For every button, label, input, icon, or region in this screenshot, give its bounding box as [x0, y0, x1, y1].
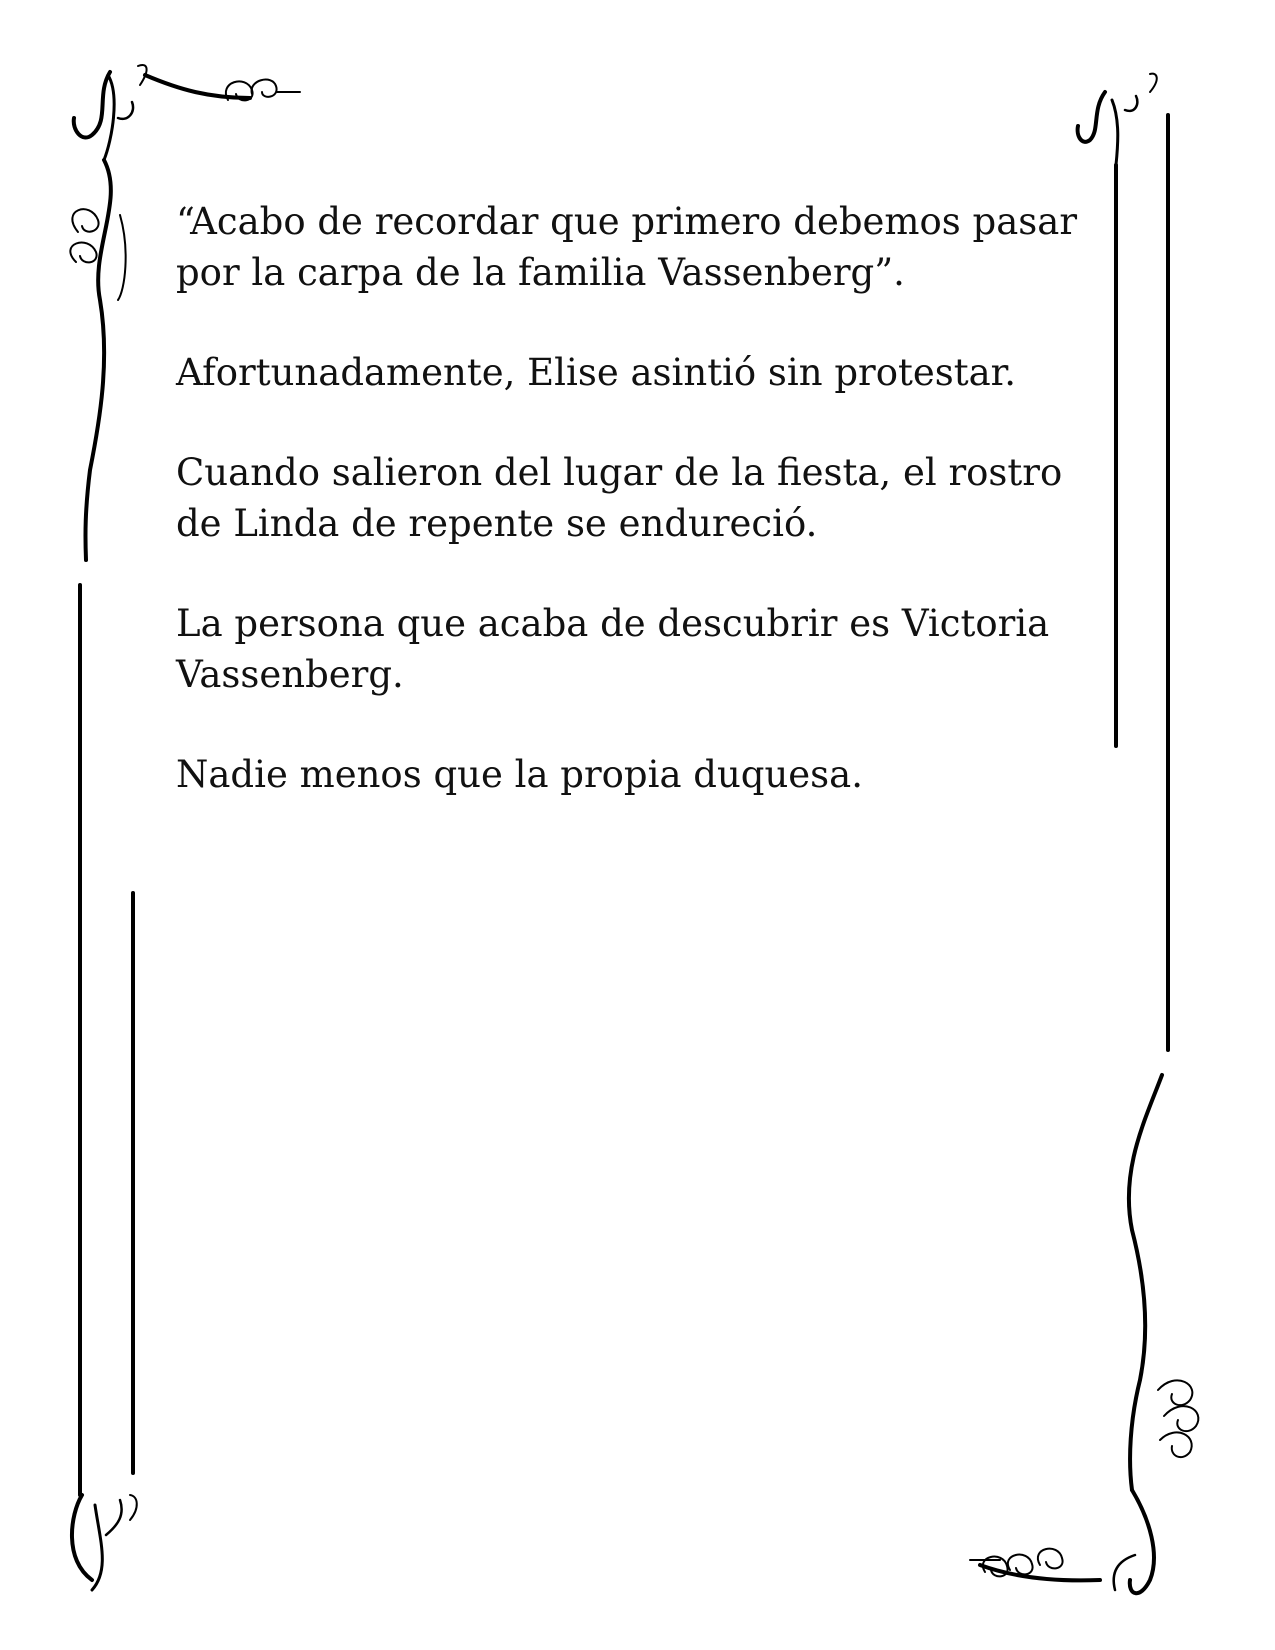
- paragraph: Afortunadamente, Elise asintió sin protestar.: [176, 351, 1017, 394]
- paragraph: Nadie menos que la propia duquesa.: [176, 753, 863, 796]
- top-right-flourish-icon: [1078, 74, 1157, 165]
- paragraph: La persona que acaba de descubrir es Victoria Vassenberg.: [176, 602, 1050, 696]
- bottom-left-flourish-icon: [72, 1495, 137, 1590]
- page-body-text: [176, 196, 1096, 849]
- paragraph: Cuando salieron del lugar de la fiesta, el rostro de Linda de repente se endureció.: [176, 451, 1063, 545]
- bottom-right-flourish-icon: [970, 1075, 1198, 1593]
- paragraph: “Acabo de recordar que primero debemos pasar por la carpa de la familia Vassenberg”.: [176, 200, 1078, 294]
